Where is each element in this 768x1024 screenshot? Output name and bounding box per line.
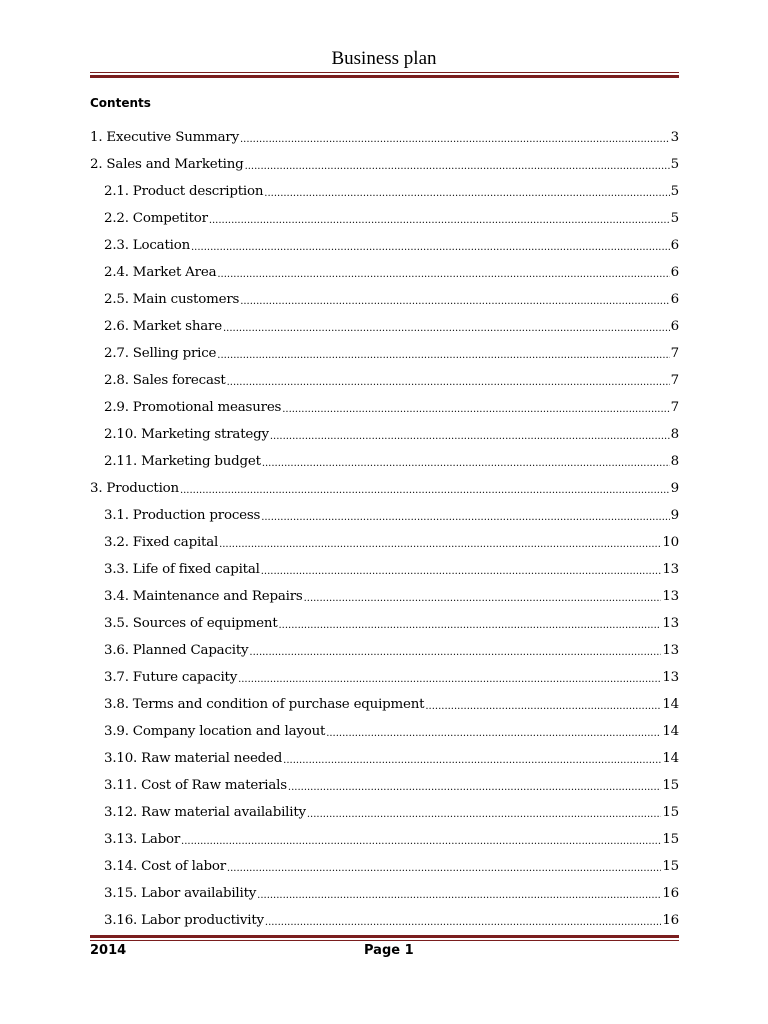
toc-dot-leader xyxy=(209,216,670,226)
toc-entry[interactable] xyxy=(90,880,679,907)
toc-entry[interactable] xyxy=(90,529,679,556)
toc-entry[interactable] xyxy=(90,718,679,745)
toc-entry-page: 13 xyxy=(662,616,679,631)
toc-entry[interactable] xyxy=(90,448,679,475)
toc-entry[interactable] xyxy=(90,394,679,421)
toc-entry-label: 2.9. Promotional measures xyxy=(104,400,282,415)
toc-dot-leader xyxy=(249,648,661,658)
toc-dot-leader xyxy=(279,621,662,631)
toc-entry-label: 2.5. Main customers xyxy=(104,292,240,307)
toc-dot-leader xyxy=(261,567,662,577)
table-of-contents xyxy=(90,124,679,934)
toc-entry[interactable] xyxy=(90,745,679,772)
toc-entry-label: 3.4. Maintenance and Repairs xyxy=(104,589,303,604)
toc-entry-page: 14 xyxy=(662,697,679,712)
toc-entry-page: 15 xyxy=(662,778,679,793)
toc-entry-page: 6 xyxy=(670,292,679,307)
toc-dot-leader xyxy=(262,459,670,469)
toc-entry-label: 2. Sales and Marketing xyxy=(90,157,244,172)
toc-entry[interactable] xyxy=(90,502,679,529)
page-header-title: Business plan xyxy=(331,48,437,69)
toc-entry-page: 8 xyxy=(670,427,679,442)
toc-entry-page: 10 xyxy=(662,535,679,550)
toc-dot-leader xyxy=(282,405,669,415)
toc-entry-label: 3.14. Cost of labor xyxy=(104,859,226,874)
toc-entry-page: 9 xyxy=(670,481,679,496)
toc-entry[interactable] xyxy=(90,124,679,151)
toc-dot-leader xyxy=(238,675,661,685)
toc-entry-page: 14 xyxy=(662,751,679,766)
toc-entry[interactable] xyxy=(90,421,679,448)
toc-entry[interactable] xyxy=(90,691,679,718)
toc-entry[interactable] xyxy=(90,907,679,934)
toc-entry-page: 9 xyxy=(670,508,679,523)
toc-entry-label: 2.10. Marketing strategy xyxy=(104,427,269,442)
toc-dot-leader xyxy=(425,702,661,712)
footer-page-number: Page 1 xyxy=(364,943,414,958)
toc-entry[interactable] xyxy=(90,367,679,394)
toc-entry-label: 3.13. Labor xyxy=(104,832,181,847)
toc-entry-page: 13 xyxy=(662,670,679,685)
toc-entry-label: 3.16. Labor productivity xyxy=(104,913,264,928)
toc-entry-page: 16 xyxy=(662,886,679,901)
toc-entry-page: 7 xyxy=(670,373,679,388)
contents-heading: Contents xyxy=(90,96,151,110)
toc-entry[interactable] xyxy=(90,340,679,367)
toc-entry-label: 2.7. Selling price xyxy=(104,346,217,361)
toc-entry-page: 7 xyxy=(670,400,679,415)
toc-entry[interactable] xyxy=(90,286,679,313)
toc-dot-leader xyxy=(307,810,662,820)
toc-entry[interactable] xyxy=(90,853,679,880)
footer-year: 2014 xyxy=(90,943,127,958)
toc-entry-page: 5 xyxy=(670,157,679,172)
toc-entry-label: 3.1. Production process xyxy=(104,508,261,523)
toc-dot-leader xyxy=(283,756,661,766)
toc-dot-leader xyxy=(180,486,670,496)
toc-entry-page: 6 xyxy=(670,265,679,280)
toc-dot-leader xyxy=(217,270,669,280)
toc-dot-leader xyxy=(181,837,661,847)
toc-entry-label: 2.1. Product description xyxy=(104,184,264,199)
toc-dot-leader xyxy=(288,783,661,793)
toc-dot-leader xyxy=(240,297,669,307)
toc-dot-leader xyxy=(257,891,661,901)
toc-entry[interactable] xyxy=(90,178,679,205)
toc-entry[interactable] xyxy=(90,151,679,178)
toc-dot-leader xyxy=(245,162,670,172)
toc-dot-leader xyxy=(261,513,669,523)
toc-entry-label: 3.12. Raw material availability xyxy=(104,805,306,820)
toc-entry-page: 3 xyxy=(670,130,679,145)
toc-entry-label: 2.3. Location xyxy=(104,238,190,253)
toc-dot-leader xyxy=(223,324,670,334)
toc-entry[interactable] xyxy=(90,637,679,664)
toc-entry-label: 3.8. Terms and condition of purchase equipment xyxy=(104,697,425,712)
toc-entry[interactable] xyxy=(90,772,679,799)
footer-rule xyxy=(90,935,679,941)
toc-dot-leader xyxy=(304,594,662,604)
toc-entry[interactable] xyxy=(90,826,679,853)
toc-entry[interactable] xyxy=(90,259,679,286)
toc-entry-page: 16 xyxy=(662,913,679,928)
toc-entry-label: 3.15. Labor availability xyxy=(104,886,257,901)
toc-entry-label: 3.10. Raw material needed xyxy=(104,751,283,766)
toc-dot-leader xyxy=(326,729,661,739)
toc-entry-page: 13 xyxy=(662,562,679,577)
toc-entry-page: 15 xyxy=(662,805,679,820)
toc-entry-label: 3.7. Future capacity xyxy=(104,670,238,685)
toc-dot-leader xyxy=(227,864,661,874)
toc-entry-label: 2.4. Market Area xyxy=(104,265,217,280)
toc-entry-page: 6 xyxy=(670,319,679,334)
header-rule xyxy=(90,72,679,78)
toc-dot-leader xyxy=(264,189,669,199)
toc-entry-label: 3. Production xyxy=(90,481,179,496)
toc-entry[interactable] xyxy=(90,799,679,826)
toc-entry-page: 14 xyxy=(662,724,679,739)
toc-entry-page: 13 xyxy=(662,643,679,658)
toc-dot-leader xyxy=(217,351,669,361)
toc-dot-leader xyxy=(191,243,670,253)
toc-entry-label: 1. Executive Summary xyxy=(90,130,239,145)
toc-entry[interactable] xyxy=(90,664,679,691)
toc-entry[interactable] xyxy=(90,610,679,637)
toc-entry[interactable] xyxy=(90,583,679,610)
toc-entry-page: 7 xyxy=(670,346,679,361)
toc-entry-label: 2.8. Sales forecast xyxy=(104,373,226,388)
toc-entry-page: 5 xyxy=(670,184,679,199)
toc-entry-page: 15 xyxy=(662,859,679,874)
toc-dot-leader xyxy=(265,918,661,928)
toc-entry-page: 13 xyxy=(662,589,679,604)
toc-entry-page: 8 xyxy=(670,454,679,469)
toc-entry-label: 3.2. Fixed capital xyxy=(104,535,219,550)
toc-dot-leader xyxy=(227,378,670,388)
toc-entry-label: 3.5. Sources of equipment xyxy=(104,616,278,631)
toc-entry[interactable] xyxy=(90,313,679,340)
toc-entry-label: 3.11. Cost of Raw materials xyxy=(104,778,287,793)
toc-dot-leader xyxy=(219,540,661,550)
toc-entry-label: 2.2. Competitor xyxy=(104,211,208,226)
toc-entry-label: 3.9. Company location and layout xyxy=(104,724,326,739)
toc-entry[interactable] xyxy=(90,205,679,232)
toc-dot-leader xyxy=(270,432,670,442)
toc-entry[interactable] xyxy=(90,232,679,259)
toc-entry-page: 5 xyxy=(670,211,679,226)
toc-entry-label: 3.6. Planned Capacity xyxy=(104,643,249,658)
toc-entry-page: 6 xyxy=(670,238,679,253)
toc-entry-label: 2.6. Market share xyxy=(104,319,222,334)
toc-entry-label: 2.11. Marketing budget xyxy=(104,454,261,469)
toc-entry-label: 3.3. Life of fixed capital xyxy=(104,562,260,577)
toc-entry-page: 15 xyxy=(662,832,679,847)
toc-dot-leader xyxy=(240,135,670,145)
toc-entry[interactable] xyxy=(90,475,679,502)
toc-entry[interactable] xyxy=(90,556,679,583)
